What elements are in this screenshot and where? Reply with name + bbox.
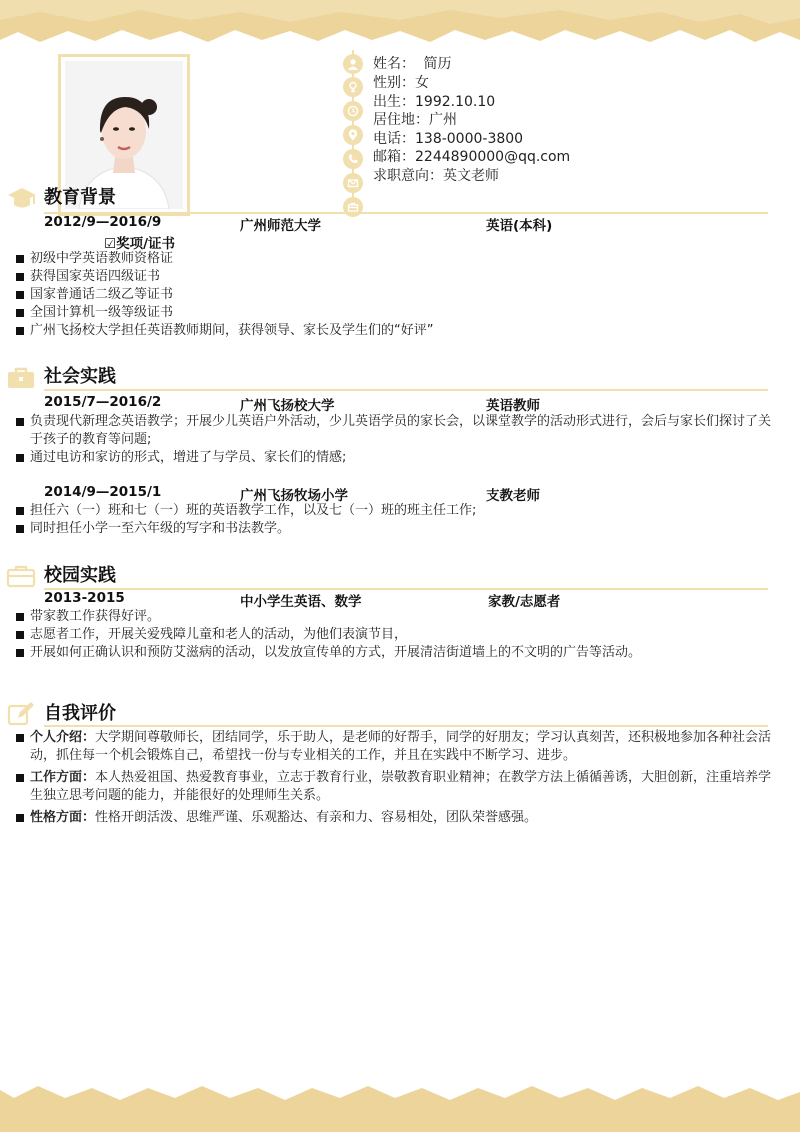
self-label: 个人介绍：	[30, 730, 96, 745]
self-title: 自我评价	[44, 703, 116, 724]
suitcase-icon	[6, 366, 36, 390]
social-org-2: 广州飞扬牧场小学	[240, 488, 348, 504]
campus-role: 家教/志愿者	[488, 594, 561, 610]
social-title: 社会实践	[44, 366, 116, 387]
social-rule	[44, 389, 768, 391]
list-item: 带家教工作获得好评。	[16, 608, 772, 626]
birth-value: 1992.10.10	[415, 94, 496, 110]
education-major: 英语(本科)	[486, 218, 553, 234]
social-period-2: 2014/9—2015/1	[44, 484, 162, 500]
education-period: 2012/9—2016/9	[44, 214, 162, 230]
email-value: 2244890000@qq.com	[415, 149, 571, 165]
name-value: 简历	[423, 56, 452, 72]
education-title: 教育背景	[44, 187, 116, 208]
list-item: 负责现代新理念英语教学；开展少儿英语户外活动，少儿英语学员的家长会，以课堂教学的活动形式进行，会后与家长们探讨了关于孩子的教育等问题;	[16, 413, 772, 449]
list-item: 同时担任小学一至六年级的写字和书法教学。	[16, 520, 772, 538]
top-paper-border	[0, 0, 800, 46]
social-period-1: 2015/7—2016/2	[44, 394, 162, 410]
location-icon	[343, 125, 363, 145]
phone-value: 138-0000-3800	[415, 131, 524, 147]
social-role-1: 英语教师	[486, 398, 540, 414]
list-item: 全国计算机一级等级证书	[16, 304, 772, 322]
self-label: 工作方面：	[30, 770, 96, 785]
residence-row	[373, 111, 457, 129]
phone-icon	[343, 149, 363, 169]
list-item: 初级中学英语教师资格证	[16, 250, 772, 268]
list-item: 广州飞扬校大学担任英语教师期间，获得领导、家长及学生们的“好评”	[16, 322, 772, 340]
birth-label: 出生：	[373, 94, 415, 110]
list-item: 开展如何正确认识和预防艾滋病的活动，以发放宣传单的方式，开展清洁街道墙上的不文明的广告等活动。	[16, 644, 772, 662]
phone-label: 电话：	[373, 131, 415, 147]
list-item: 工作方面：本人热爱祖国、热爱教育事业，立志于教育行业，崇敬教育职业精神；在教学方法上循循善诱，大胆创新，注重培养学生独立思考问题的能力，并能很好的处理师生关系。	[16, 769, 772, 805]
gender-row	[373, 74, 429, 92]
phone-row	[373, 130, 523, 148]
campus-org: 中小学生英语、数学	[240, 594, 362, 610]
briefcase-icon	[343, 197, 363, 217]
residence-label: 居住地：	[373, 112, 429, 128]
birth-row	[373, 93, 495, 111]
intent-value: 英文老师	[443, 168, 499, 184]
email-row	[373, 148, 570, 166]
folder-icon	[6, 564, 36, 588]
list-item: 国家普通话二级乙等证书	[16, 286, 772, 304]
user-icon	[343, 54, 363, 74]
awards-heading: ☑奖项/证书	[104, 236, 176, 252]
list-item: 获得国家英语四级证书	[16, 268, 772, 286]
list-item: 个人介绍：大学期间尊敬师长，团结同学，乐于助人，是老师的好帮手，同学的好朋友；学习认真刻苦，还积极地参加各种社会活动，抓住每一个机会锻炼自己，希望找一份与专业相关的工作，并且在实践中不断学习、进步。	[16, 729, 772, 765]
education-school: 广州师范大学	[240, 218, 321, 234]
list-item: 通过电访和家访的形式，增进了与学员、家长们的情感;	[16, 449, 772, 467]
self-rule	[44, 725, 768, 727]
list-item: 性格方面：性格开朗活泼、思维严谨、乐观豁达、有亲和力、容易相处，团队荣誉感强。	[16, 809, 772, 827]
list-item: 志愿者工作，开展关爱残障儿童和老人的活动，为他们表演节目，	[16, 626, 772, 644]
gender-label: 性别：	[373, 75, 415, 91]
clock-icon	[343, 101, 363, 121]
intent-row	[373, 167, 499, 185]
social-role-2: 支教老师	[486, 488, 540, 504]
edit-icon	[6, 700, 36, 726]
campus-period: 2013-2015	[44, 590, 125, 606]
name-label: 姓名：	[373, 56, 415, 72]
social-org-1: 广州飞扬校大学	[240, 398, 335, 414]
campus-rule	[44, 588, 768, 590]
name-row	[373, 55, 451, 73]
campus-title: 校园实践	[44, 565, 116, 586]
graduation-cap-icon	[6, 186, 38, 212]
mail-icon	[343, 173, 363, 193]
bottom-paper-border	[0, 1084, 800, 1132]
residence-value: 广州	[429, 112, 457, 128]
list-item: 担任六（一）班和七（一）班的英语教学工作，以及七（一）班的班主任工作;	[16, 502, 772, 520]
gender-value: 女	[415, 75, 429, 91]
email-label: 邮箱：	[373, 149, 415, 165]
gender-icon	[343, 77, 363, 97]
intent-label: 求职意向：	[373, 168, 443, 184]
self-label: 性格方面：	[30, 810, 96, 825]
